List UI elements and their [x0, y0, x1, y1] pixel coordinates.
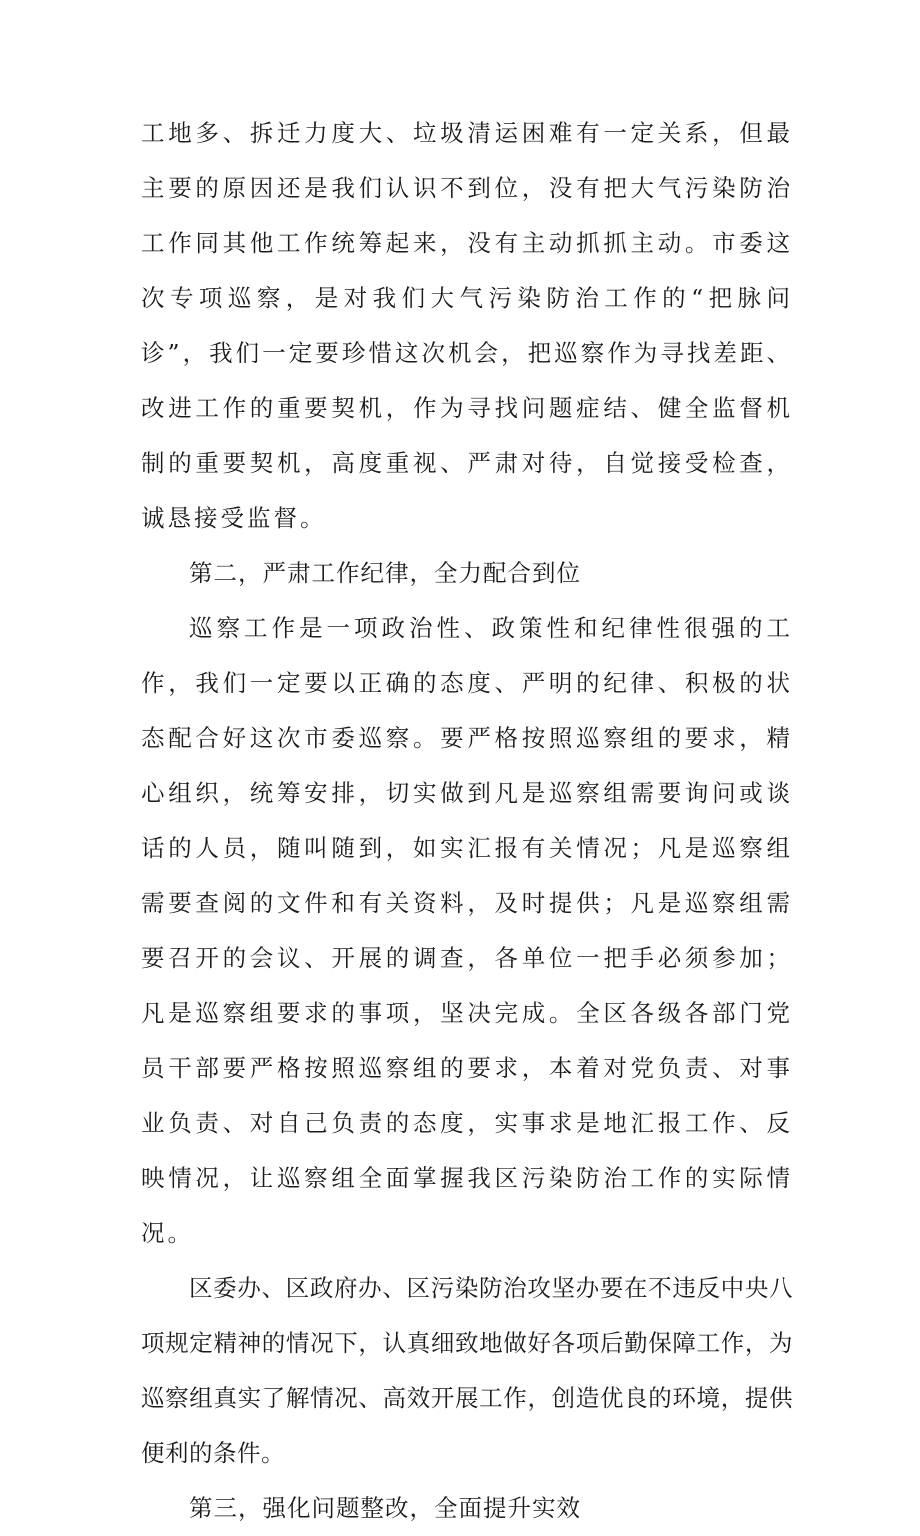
paragraph-inspection-work: 巡察工作是一项政治性、政策性和纪律性很强的工作，我们一定要以正确的态度、严明的纪律、积极的状态配合好这次市委巡察。要严格按照巡察组的要求，精心组织，统筹安排，切实做到凡是巡察组需要询问或谈话的人员，随叫随到，如实汇报有关情况；凡是巡察组需要查阅的文件和有关资料，及时提供；凡是巡察组需要召开的会议、开展的调查，各单位一把手必须参加；凡是巡察组要求的事项，坚决完成。全区各级各部门党员干部要严格按照巡察组的要求，本着对党负责、对事业负责、对自己负责的态度，实事求是地汇报工作、反映情况，让巡察组全面掌握我区污染防治工作的实际情况。: [141, 614, 793, 1247]
paragraph-continuation: 工地多、拆迁力度大、垃圾清运困难有一定关系，但最主要的原因还是我们认识不到位，没有把大气污染防治工作同其他工作统筹起来，没有主动抓抓主动。市委这次专项巡察，是对我们大气污染防治工作的“把脉问诊”，我们一定要珍惜这次机会，把巡察作为寻找差距、改进工作的重要契机，作为寻找问题症结、健全监督机制的重要契机，高度重视、严肃对待，自觉接受检查，诚恳接受监督。: [141, 119, 793, 532]
document-body: [141, 106, 793, 1536]
section-heading-second: 第二，严肃工作纪律，全力配合到位: [189, 559, 581, 587]
section-heading-third: 第三，强化问题整改，全面提升实效: [189, 1494, 581, 1522]
paragraph-logistics: 区委办、区政府办、区污染防治攻坚办要在不违反中央八项规定精神的情况下，认真细致地做好各项后勤保障工作，为巡察组真实了解情况、高效开展工作，创造优良的环境，提供便利的条件。: [141, 1274, 793, 1467]
